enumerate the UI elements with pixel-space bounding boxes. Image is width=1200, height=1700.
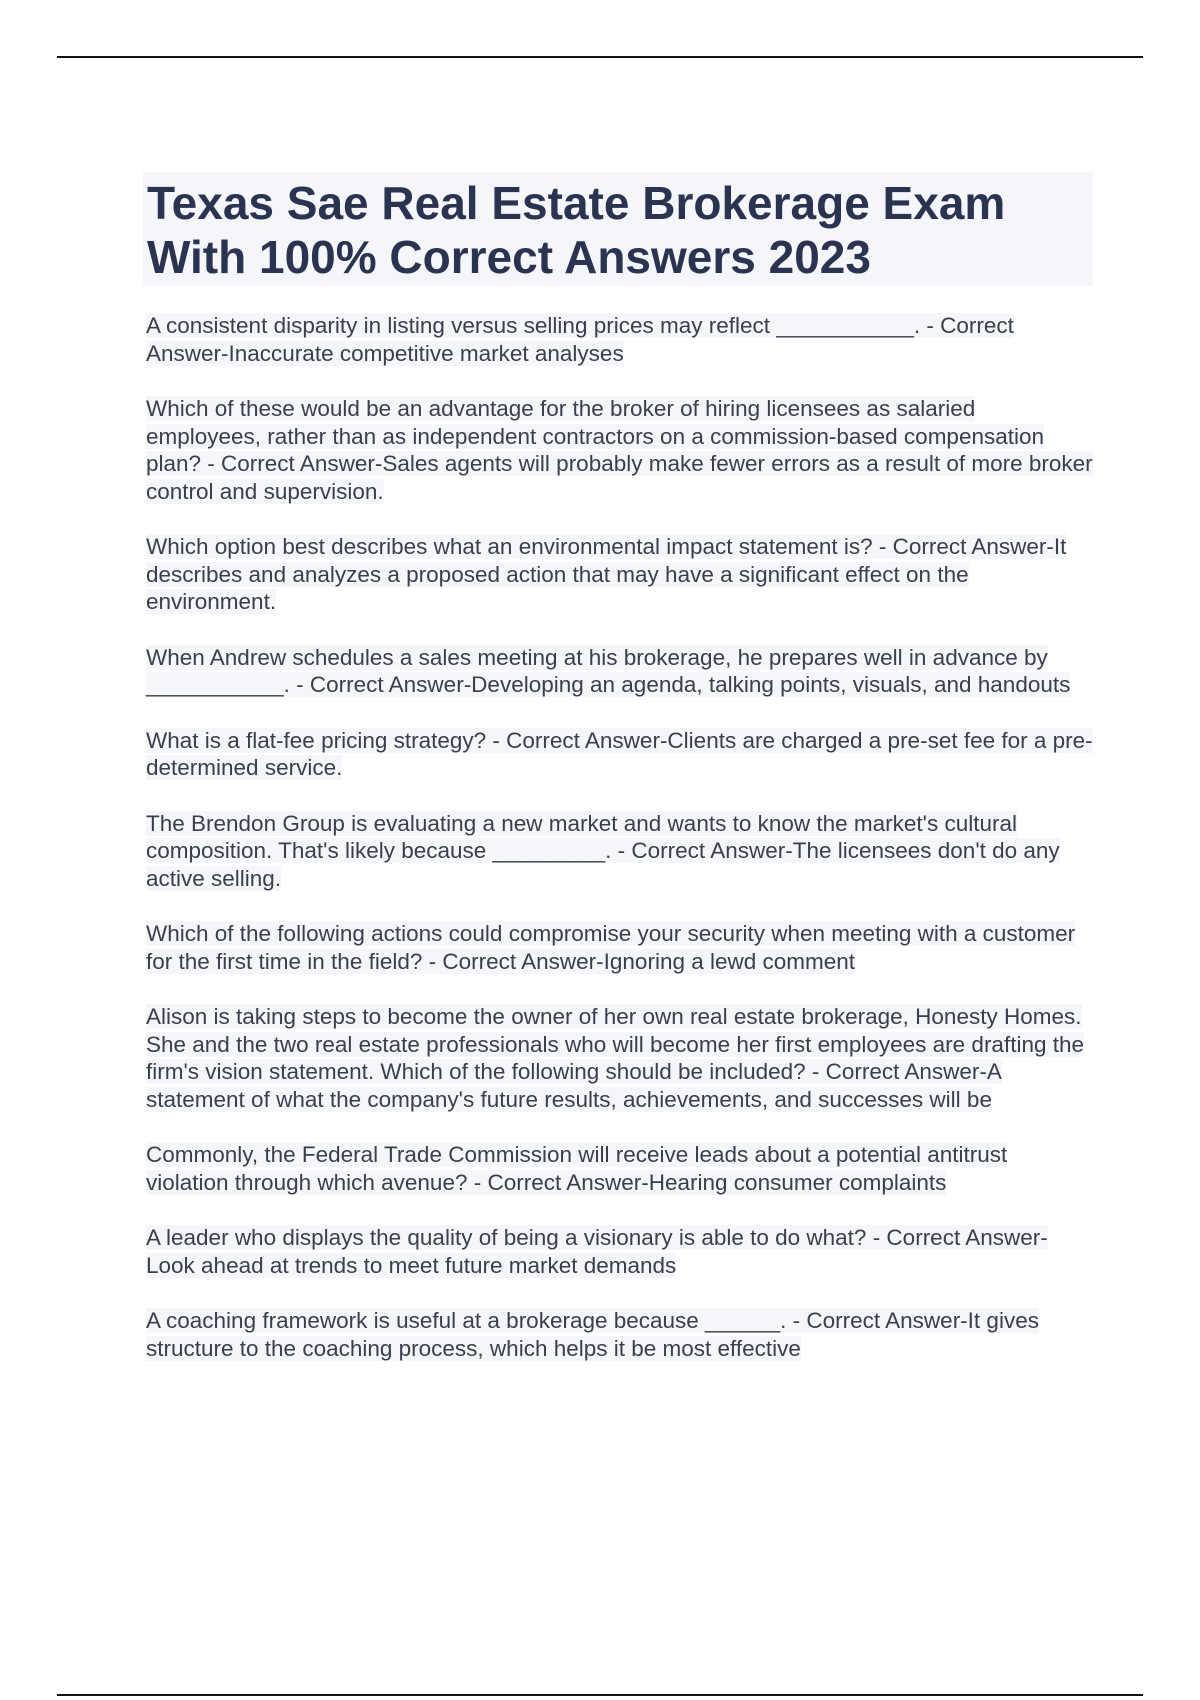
qa-item: When Andrew schedules a sales meeting at his brokerage, he prepares well in advance by ___________. - Correct Answer-Developing an agenda, talking points, visuals, and handouts bbox=[146, 644, 1071, 697]
qa-item: Commonly, the Federal Trade Commission will receive leads about a potential antitrust violation through which avenue? - Correct Answer-Hearing consumer complaints bbox=[146, 1142, 1008, 1195]
qa-item: A leader who displays the quality of being a visionary is able to do what? - Correct Answer-Look ahead at trends to meet future market demands bbox=[146, 1225, 1048, 1278]
document-body bbox=[143, 172, 1093, 1390]
top-rule bbox=[57, 56, 1143, 58]
qa-item: Which option best describes what an environmental impact statement is? - Correct Answer-It describes and analyzes a proposed action that may have a significant effect on the environment. bbox=[146, 534, 1067, 614]
qa-item: Which of these would be an advantage for the broker of hiring licensees as salaried employees, rather than as independent contractors on a commission-based compensation plan? - Correct Answer-Sales agents will probably make fewer errors as a result of more broker control and supervision. bbox=[146, 396, 1093, 504]
document-title: Texas Sae Real Estate Brokerage Exam With 100% Correct Answers 2023 bbox=[143, 172, 1093, 286]
qa-list bbox=[143, 312, 1093, 1362]
qa-item: Alison is taking steps to become the owner of her own real estate brokerage, Honesty Homes. She and the two real estate professionals who will become her first employees are drafting the firm's vision statement. Which of the following should be included? - Correct Answer-A statement of what the company's future results, achievements, and successes will be bbox=[146, 1004, 1085, 1112]
qa-item: The Brendon Group is evaluating a new market and wants to know the market's cultural composition. That's likely because _________. - Correct Answer-The licensees don't do any active selling. bbox=[146, 810, 1060, 891]
qa-item: What is a flat-fee pricing strategy? - Correct Answer-Clients are charged a pre-set fee for a pre-determined service. bbox=[146, 727, 1093, 780]
qa-item: A consistent disparity in listing versus selling prices may reflect ___________. - Correct Answer-Inaccurate competitive market analyses bbox=[146, 313, 1014, 366]
qa-item: A coaching framework is useful at a brokerage because ______. - Correct Answer-It gives structure to the coaching process, which helps it be most effective bbox=[146, 1308, 1039, 1361]
qa-item: Which of the following actions could compromise your security when meeting with a customer for the first time in the field? - Correct Answer-Ignoring a lewd comment bbox=[146, 921, 1076, 974]
bottom-rule bbox=[57, 1694, 1143, 1696]
